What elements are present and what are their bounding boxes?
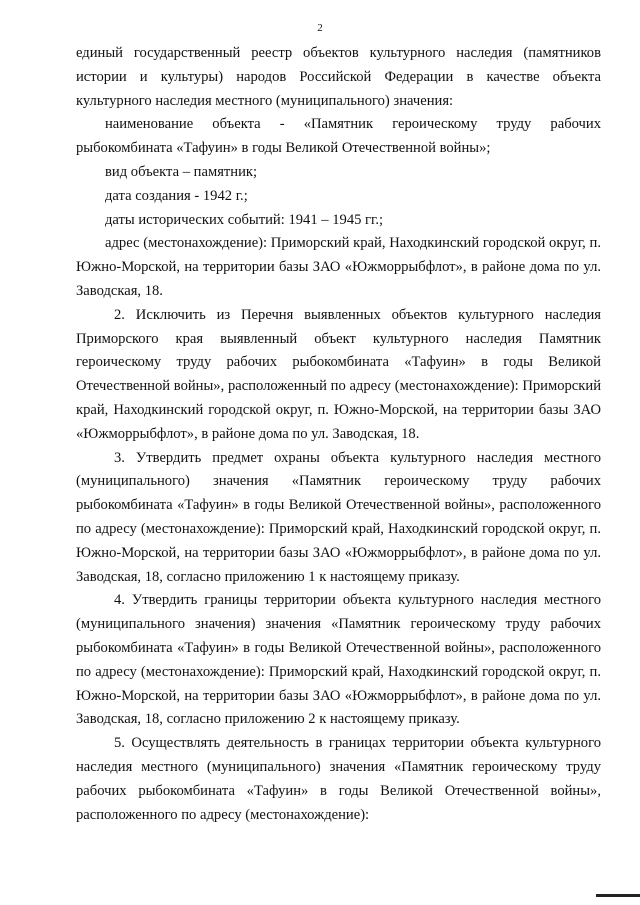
paragraph-item-2: 2. Исключить из Перечня выявленных объектов культурного наследия Приморского края выявленный объект культурного наследия Памятник героическому труду рабочих рыбокомбината «Тафуин» в годы Великой Отечественной войны», расположенный по адресу (местонахождение): Приморский край, Находкинский городской округ, п. Южно-Морской, на территории базы ЗАО «Южморрыбфлот», в районе дома по ул. Заводская, 18. (76, 306, 601, 442)
paragraph-item-5: 5. Осуществлять деятельность в границах территории объекта культурного наследия местного (муниципального) значения «Памятник героическому труду рабочих рыбокомбината «Тафуин» в годы Великой Отечественной войны», расположенного по адресу (местонахождение): (76, 735, 601, 823)
paragraph-historical-dates: даты исторических событий: 1941 – 1945 гг.; (105, 211, 384, 228)
scan-edge-line (596, 894, 640, 897)
paragraph-register-inclusion: единый государственный реестр объектов культурного наследия (памятников истории и культуры) народов Российской Федерации в качестве объекта культурного наследия местного (муниципального) значения: (76, 45, 601, 109)
paragraph-creation-date: дата создания - 1942 г.; (105, 187, 248, 204)
paragraph-object-name: наименование объекта - «Памятник героическому труду рабочих рыбокомбината «Тафуин» в годы Великой Отечественной войны»; (76, 116, 601, 157)
paragraph-object-type: вид объекта – памятник; (105, 163, 258, 180)
paragraph-item-3: 3. Утвердить предмет охраны объекта культурного наследия местного (муниципального) значения «Памятник героическому труду рабочих рыбокомбината «Тафуин» в годы Великой Отечественной войны», расположенного по адресу (местонахождение): Приморский край, Находкинский городской округ, п. Южно-Морской, на территории базы ЗАО «Южморрыбфлот», в районе дома по ул. Заводская, 18, согласно приложению 1 к настоящему приказу. (76, 449, 601, 585)
page-number: 2 (317, 22, 323, 34)
paragraph-object-address: адрес (местонахождение): Приморский край, Находкинский городской округ, п. Южно-Морской, на территории базы ЗАО «Южморрыбфлот», в районе дома по ул. Заводская, 18. (76, 235, 601, 299)
document-body (76, 42, 601, 827)
paragraph-item-4: 4. Утвердить границы территории объекта культурного наследия местного (муниципального значения) значения «Памятник героическому труду рабочих рыбокомбината «Тафуин» в годы Великой Отечественной войны», расположенного по адресу (местонахождение): Приморский край, Находкинский городской округ, п. Южно-Морской, на территории базы ЗАО «Южморрыбфлот», в районе дома по ул. Заводская, 18, согласно приложению 2 к настоящему приказу. (76, 592, 601, 728)
